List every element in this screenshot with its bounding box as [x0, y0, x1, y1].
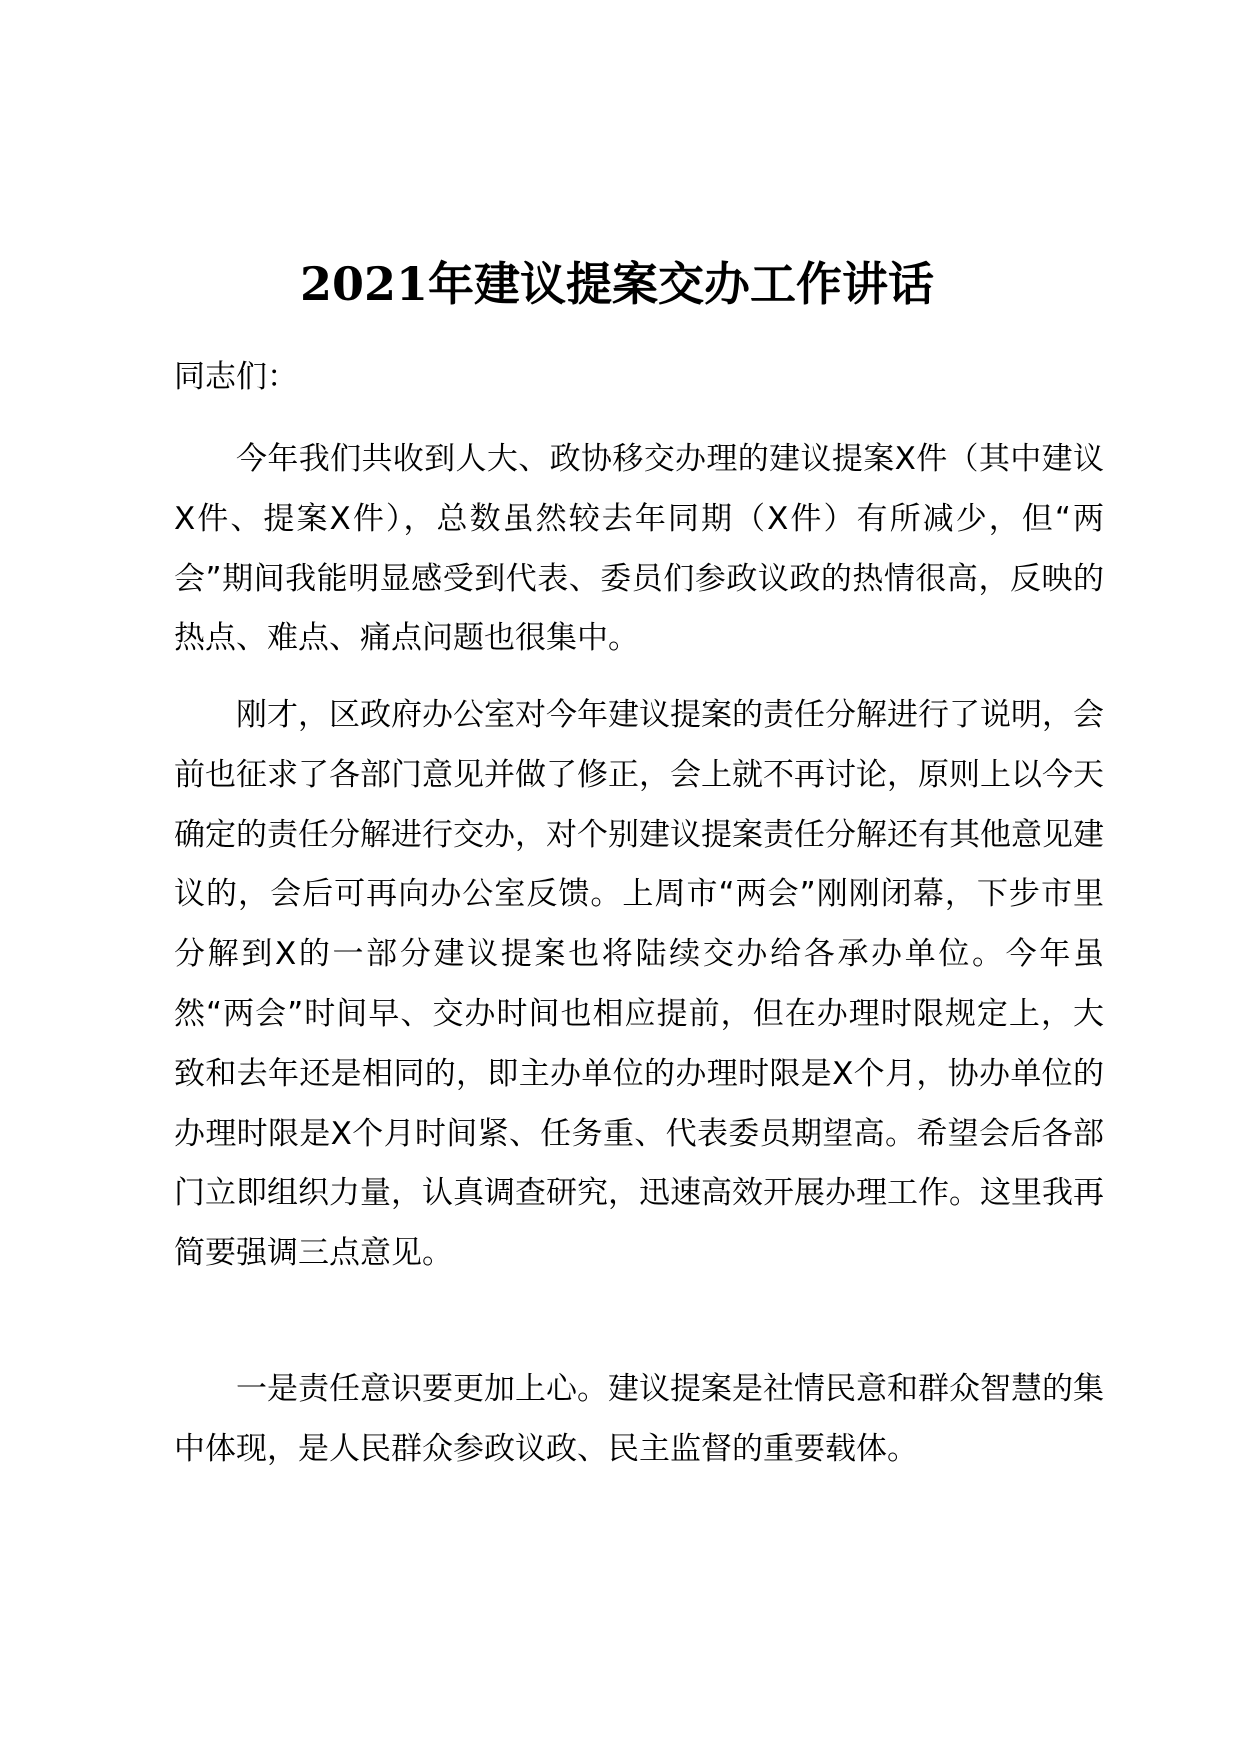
salutation: 同志们：	[174, 359, 298, 395]
paragraph-3: 一是责任意识要更加上心。建议提案是社情民意和群众智慧的集中体现，是人民群众参政议政、民主监督的重要载体。	[174, 1371, 1104, 1467]
paragraph-1: 今年我们共收到人大、政协移交办理的建议提案X件（其中建议X件、提案X件），总数虽然较去年同期（X件）有所减少，但“两会”期间我能明显感受到代表、委员们参政议政的热情很高，反映的热点、难点、痛点问题也很集中。	[174, 441, 1104, 657]
paragraph-2: 刚才，区政府办公室对今年建议提案的责任分解进行了说明，会前也征求了各部门意见并做了修正，会上就不再讨论，原则上以今天确定的责任分解进行交办，对个别建议提案责任分解还有其他意见建议的，会后可再向办公室反馈。上周市“两会”刚刚闭幕，下步市里分解到X的一部分建议提案也将陆续交办给各承办单位。今年虽然“两会”时间早、交办时间也相应提前，但在办理时限规定上，大致和去年还是相同的，即主办单位的办理时限是X个月，协办单位的办理时限是X个月时间紧、任务重、代表委员期望高。希望会后各部门立即组织力量，认真调查研究，迅速高效开展办理工作。这里我再简要强调三点意见。	[174, 697, 1104, 1272]
document-title: 2021年建议提案交办工作讲话	[299, 257, 935, 311]
